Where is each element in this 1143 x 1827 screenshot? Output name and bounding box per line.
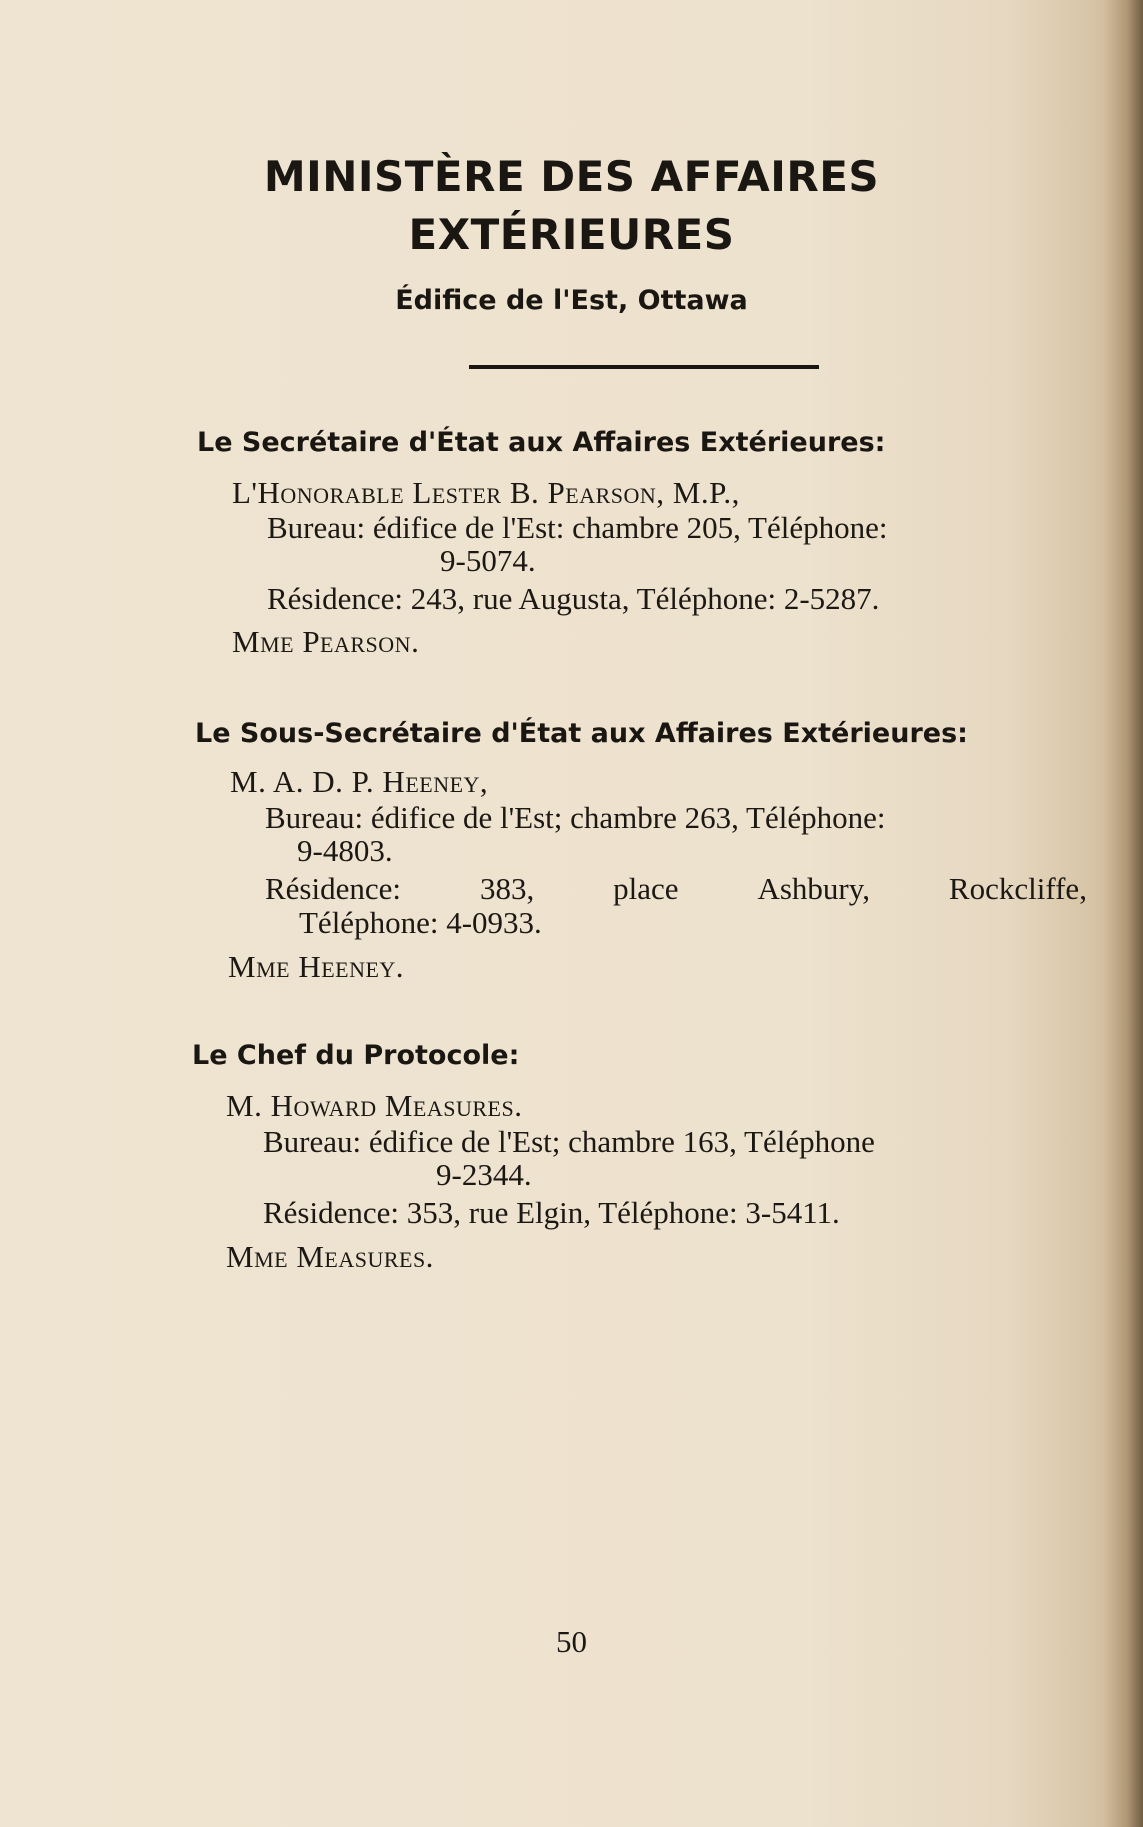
- section-heading-secretary: Le Secrétaire d'État aux Affaires Extérieures:: [197, 427, 886, 458]
- undersecretary-name: M. A. D. P. Heeney,: [230, 764, 489, 799]
- page-title-line-1: MINISTÈRE DES AFFAIRES: [263, 152, 880, 201]
- page-title-line-2: EXTÉRIEURES: [408, 210, 735, 259]
- residence-word: Ashbury,: [757, 871, 870, 906]
- page-subtitle: Édifice de l'Est, Ottawa: [395, 285, 748, 316]
- residence-word: Rockcliffe,: [948, 871, 1087, 906]
- secretary-office-line: Bureau: édifice de l'Est: chambre 205, Téléphone:: [267, 510, 888, 545]
- residence-word: 383,: [479, 871, 535, 906]
- undersecretary-office-line: Bureau: édifice de l'Est; chambre 263, Téléphone:: [265, 800, 886, 835]
- secretary-office-phone: 9-5074.: [440, 543, 536, 578]
- secretary-spouse: Mme Pearson.: [232, 624, 420, 659]
- secretary-residence: Résidence: 243, rue Augusta, Téléphone: 2-5287.: [267, 581, 880, 616]
- undersecretary-residence-line: [265, 871, 1087, 907]
- residence-word: Résidence:: [265, 871, 402, 906]
- title-divider: [469, 365, 819, 369]
- undersecretary-residence-phone: Téléphone: 4-0933.: [299, 905, 542, 940]
- undersecretary-spouse: Mme Heeney.: [228, 949, 405, 984]
- undersecretary-office-phone: 9-4803.: [297, 833, 393, 868]
- section-heading-protocol: Le Chef du Protocole:: [192, 1040, 520, 1071]
- page-edge-shadow: [1103, 0, 1143, 1827]
- secretary-name: L'Honorable Lester B. Pearson, M.P.,: [232, 475, 740, 510]
- protocol-office-phone: 9-2344.: [436, 1157, 532, 1192]
- section-heading-undersecretary: Le Sous-Secrétaire d'État aux Affaires Extérieures:: [195, 718, 968, 749]
- protocol-name: M. Howard Measures.: [226, 1088, 523, 1123]
- residence-word: place: [613, 871, 679, 906]
- protocol-spouse: Mme Measures.: [226, 1239, 434, 1274]
- protocol-residence: Résidence: 353, rue Elgin, Téléphone: 3-5411.: [263, 1195, 840, 1230]
- protocol-office-line: Bureau: édifice de l'Est; chambre 163, Téléphone: [263, 1124, 875, 1159]
- page-number: 50: [556, 1624, 587, 1659]
